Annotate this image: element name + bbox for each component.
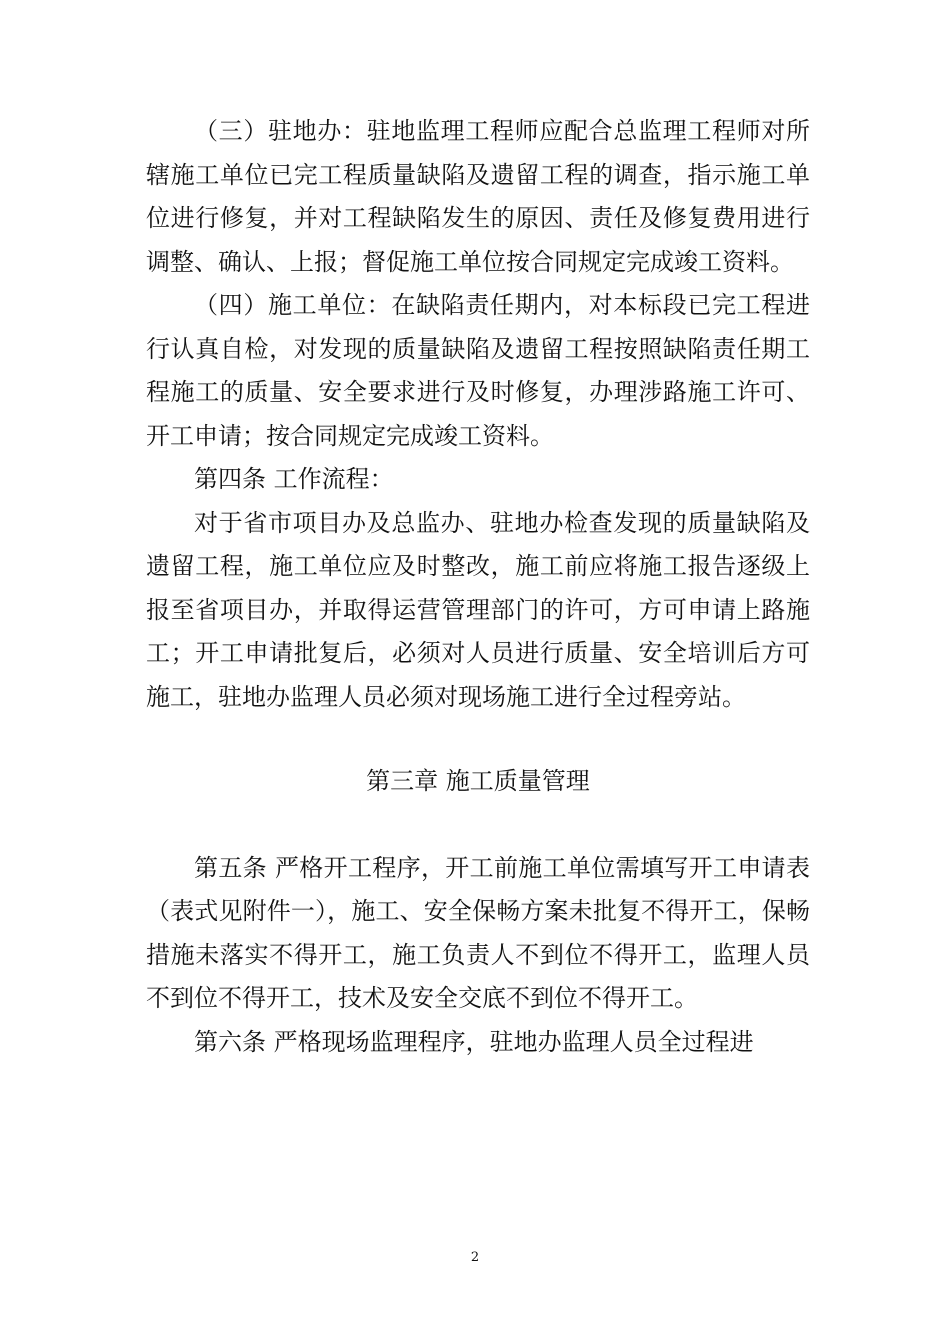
paragraph-resident-office-duties: （三）驻地办：驻地监理工程师应配合总监理工程师对所辖施工单位已完工程质量缺陷及遗留工程的调查，指示施工单位进行修复，并对工程缺陷发生的原因、责任及修复费用进行调整、确认、上报；督促施工单位按合同规定完成竣工资料。 [146,117,810,276]
article-6-paragraph: 第六条 严格现场监理程序，驻地办监理人员全过程进 [194,1027,754,1056]
page-number: 2 [470,1250,480,1265]
chapter-title: 第三章 施工质量管理 [366,767,590,795]
paragraph-workflow: 对于省市项目办及总监办、驻地办检查发现的质量缺陷及遗留工程，施工单位应及时整改，施工前应将施工报告逐级上报至省项目办，并取得运营管理部门的许可，方可申请上路施工；开工申请批复后，必须对人员进行质量、安全培训后方可施工，驻地办监理人员必须对现场施工进行全过程旁站。 [146,508,810,711]
document-body [146,110,810,1064]
article-4-heading: 第四条 工作流程： [194,465,394,493]
paragraph-contractor-duties: （四）施工单位：在缺陷责任期内，对本标段已完工程进行认真自检，对发现的质量缺陷及遗留工程按照缺陷责任期工程施工的质量、安全要求进行及时修复，办理涉路施工许可、开工申请；按合同规定完成竣工资料。 [146,291,810,450]
article-5-paragraph: 第五条 严格开工程序，开工前施工单位需填写开工申请表（表式见附件一），施工、安全保畅方案未批复不得开工，保畅措施未落实不得开工，施工负责人不到位不得开工，监理人员不到位不得开工，技术及安全交底不到位不得开工。 [146,853,810,1012]
